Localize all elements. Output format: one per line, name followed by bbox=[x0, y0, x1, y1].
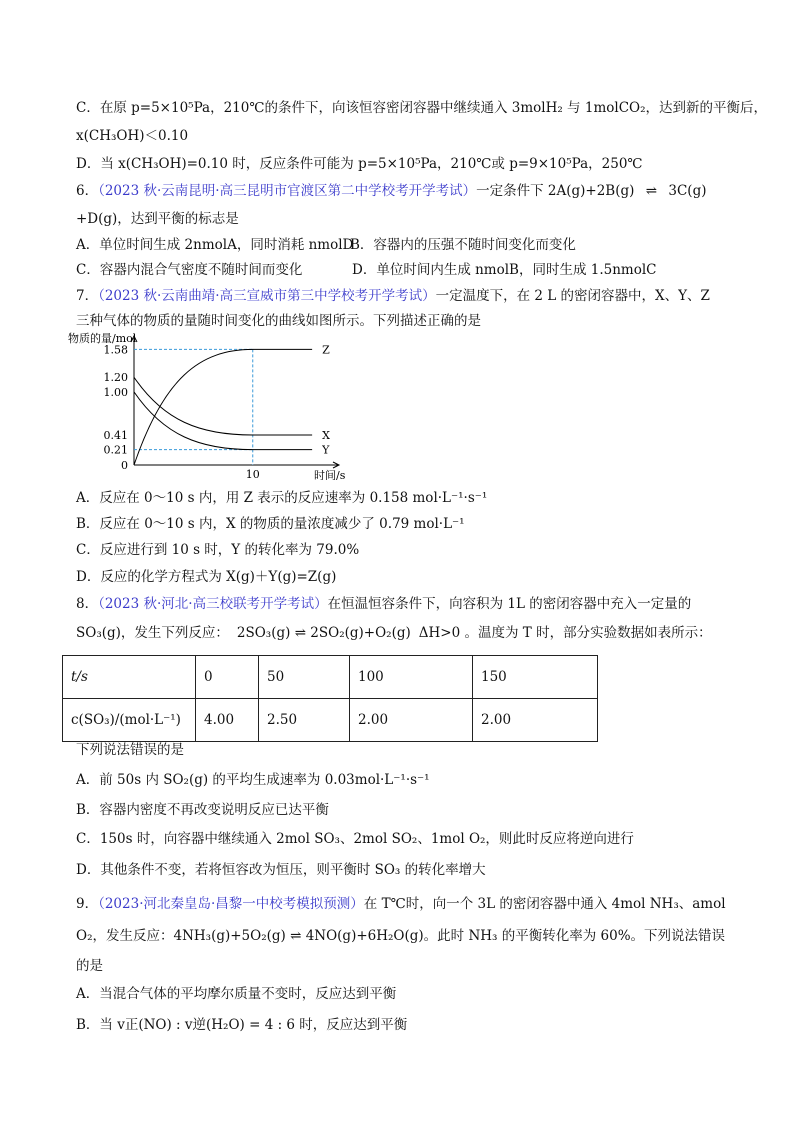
q6-option-b: B．容器内的压强不随时间变化而变化 bbox=[350, 237, 576, 253]
q9-line3: 的是 bbox=[76, 958, 103, 974]
q7-chart bbox=[66, 330, 356, 480]
table-cell: c(SO₃)/(mol·L⁻¹) bbox=[63, 699, 196, 742]
table-row bbox=[63, 699, 598, 742]
q9-option-b: B．当 v正(NO) : v逆(H₂O) = 4 : 6 时，反应达到平衡 bbox=[76, 1017, 408, 1033]
table-header-cell: t/s bbox=[63, 656, 196, 699]
q8-line2a: SO₃(g)，发生下列反应： bbox=[76, 625, 229, 641]
table-cell: 2.00 bbox=[350, 699, 473, 742]
q8-option-b: B．容器内密度不再改变说明反应已达平衡 bbox=[76, 802, 329, 818]
q8-line2b: ΔH>0 。温度为 T 时，部分实验数据如表所示： bbox=[418, 625, 712, 641]
q9-option-a: A．当混合气体的平均摩尔质量不变时，反应达到平衡 bbox=[76, 986, 397, 1002]
table-header-cell: 100 bbox=[350, 656, 473, 699]
q7-option-a: A．反应在 0～10 s 内，用 Z 表示的反应速率为 0.158 mol·L⁻¹·s⁻¹ bbox=[76, 490, 488, 506]
q6-line2: +D(g)，达到平衡的标志是 bbox=[76, 211, 239, 227]
option-c-cont: x(CH₃OH)＜0.10 bbox=[76, 128, 189, 144]
series-label-x: X bbox=[322, 429, 330, 443]
q8-option-a: A．前 50s 内 SO₂(g) 的平均生成速率为 0.03mol·L⁻¹·s⁻¹ bbox=[76, 772, 430, 788]
q7-line1 bbox=[76, 286, 710, 306]
y-tick-label: 1.58 bbox=[103, 343, 128, 357]
q9-line1 bbox=[76, 894, 726, 914]
q7-source: （2023 秋·云南曲靖·高三宣威市第三中学校考开学考试） bbox=[98, 288, 436, 304]
equilibrium-arrow-icon: ⇌ bbox=[645, 183, 658, 199]
q6-number: 6． bbox=[76, 183, 99, 199]
table-cell: 4.00 bbox=[196, 699, 259, 742]
table-row bbox=[63, 656, 598, 699]
option-d: D．当 x(CH₃OH)=0.10 时，反应条件可能为 p=5×10⁵Pa，210℃或 p=9×10⁵Pa，250℃ bbox=[76, 156, 643, 172]
table-header-cell: 50 bbox=[259, 656, 350, 699]
q6-option-d: D．单位时间内生成 nmolB，同时生成 1.5nmolC bbox=[352, 262, 657, 278]
q6-option-c: C．容器内混合气密度不随时间而变化 bbox=[76, 262, 303, 278]
q8-prompt: 下列说法错误的是 bbox=[76, 742, 184, 758]
y-tick-label: 0.21 bbox=[103, 443, 128, 457]
q7-option-c: C．反应进行到 10 s 时，Y 的转化率为 79.0% bbox=[76, 542, 360, 558]
q7-text: 一定温度下，在 2 L 的密闭容器中，X、Y、Z bbox=[435, 288, 710, 304]
q8-option-c: C．150s 时，向容器中继续通入 2mol SO₃、2mol SO₂、1mol O₂，则此时反应将逆向进行 bbox=[76, 831, 634, 847]
q7-number: 7． bbox=[76, 288, 99, 304]
q6-line1 bbox=[76, 181, 707, 201]
x-tick-label: 10 bbox=[245, 468, 260, 480]
q6-text: 一定条件下 2A(g)+2B(g) bbox=[476, 183, 635, 199]
series-line-y bbox=[134, 392, 312, 450]
q8-equation: 2SO₃(g) ⇌ 2SO₂(g)+O₂(g) bbox=[236, 625, 411, 641]
q6-option-a: A．单位时间生成 2nmolA，同时消耗 nmolD bbox=[76, 237, 354, 253]
option-c: C．在原 p=5×10⁵Pa，210℃的条件下，向该恒容密闭容器中继续通入 3molH₂ 与 1molCO₂，达到新的平衡后， bbox=[76, 100, 767, 116]
y-tick-label: 0.41 bbox=[103, 429, 128, 443]
q9-text: 在 T℃时，向一个 3L 的密闭容器中通入 4mol NH₃、amol bbox=[363, 896, 726, 912]
q8-number: 8． bbox=[76, 596, 99, 612]
y-axis-label: 物质的量/mol bbox=[68, 332, 137, 345]
series-label-z: Z bbox=[322, 343, 330, 357]
q6-source: （2023 秋·云南昆明·高三昆明市官渡区第二中学校考开学考试） bbox=[98, 183, 477, 199]
q8-option-d: D．其他条件不变，若将恒容改为恒压，则平衡时 SO₃ 的转化率增大 bbox=[76, 862, 486, 878]
q7-line2: 三种气体的物质的量随时间变化的曲线如图所示。下列描述正确的是 bbox=[76, 313, 481, 329]
q9-source: （2023·河北秦皇岛·昌黎一中校考模拟预测） bbox=[98, 896, 364, 912]
series-label-y: Y bbox=[322, 443, 330, 457]
q9-line2: O₂，发生反应：4NH₃(g)+5O₂(g) ⇌ 4NO(g)+6H₂O(g)。此时 NH₃ 的平衡转化率为 60%。下列说法错误 bbox=[76, 928, 726, 944]
table-cell: 2.00 bbox=[473, 699, 598, 742]
x-axis-label: 时间/s bbox=[314, 469, 346, 480]
q6-text2: 3C(g) bbox=[668, 183, 707, 199]
table-header-cell: 0 bbox=[196, 656, 259, 699]
q8-text: 在恒温恒容条件下，向容积为 1L 的密闭容器中充入一定量的 bbox=[327, 596, 692, 612]
y-tick-label: 1.00 bbox=[103, 385, 128, 399]
q7-option-d: D．反应的化学方程式为 X(g)＋Y(g)=Z(g) bbox=[76, 569, 337, 585]
y-tick-label: 0 bbox=[121, 459, 128, 472]
q9-number: 9． bbox=[76, 896, 99, 912]
q8-source: （2023 秋·河北·高三校联考开学考试） bbox=[98, 596, 328, 612]
table-header-cell: 150 bbox=[473, 656, 598, 699]
q7-option-b: B．反应在 0～10 s 内，X 的物质的量浓度减少了 0.79 mol·L⁻¹ bbox=[76, 516, 465, 532]
q8-line2 bbox=[76, 623, 712, 643]
q8-line1 bbox=[76, 594, 691, 614]
series-line-x bbox=[134, 377, 312, 435]
q8-data-table bbox=[62, 655, 598, 742]
table-cell: 2.50 bbox=[259, 699, 350, 742]
y-tick-label: 1.20 bbox=[103, 371, 128, 385]
